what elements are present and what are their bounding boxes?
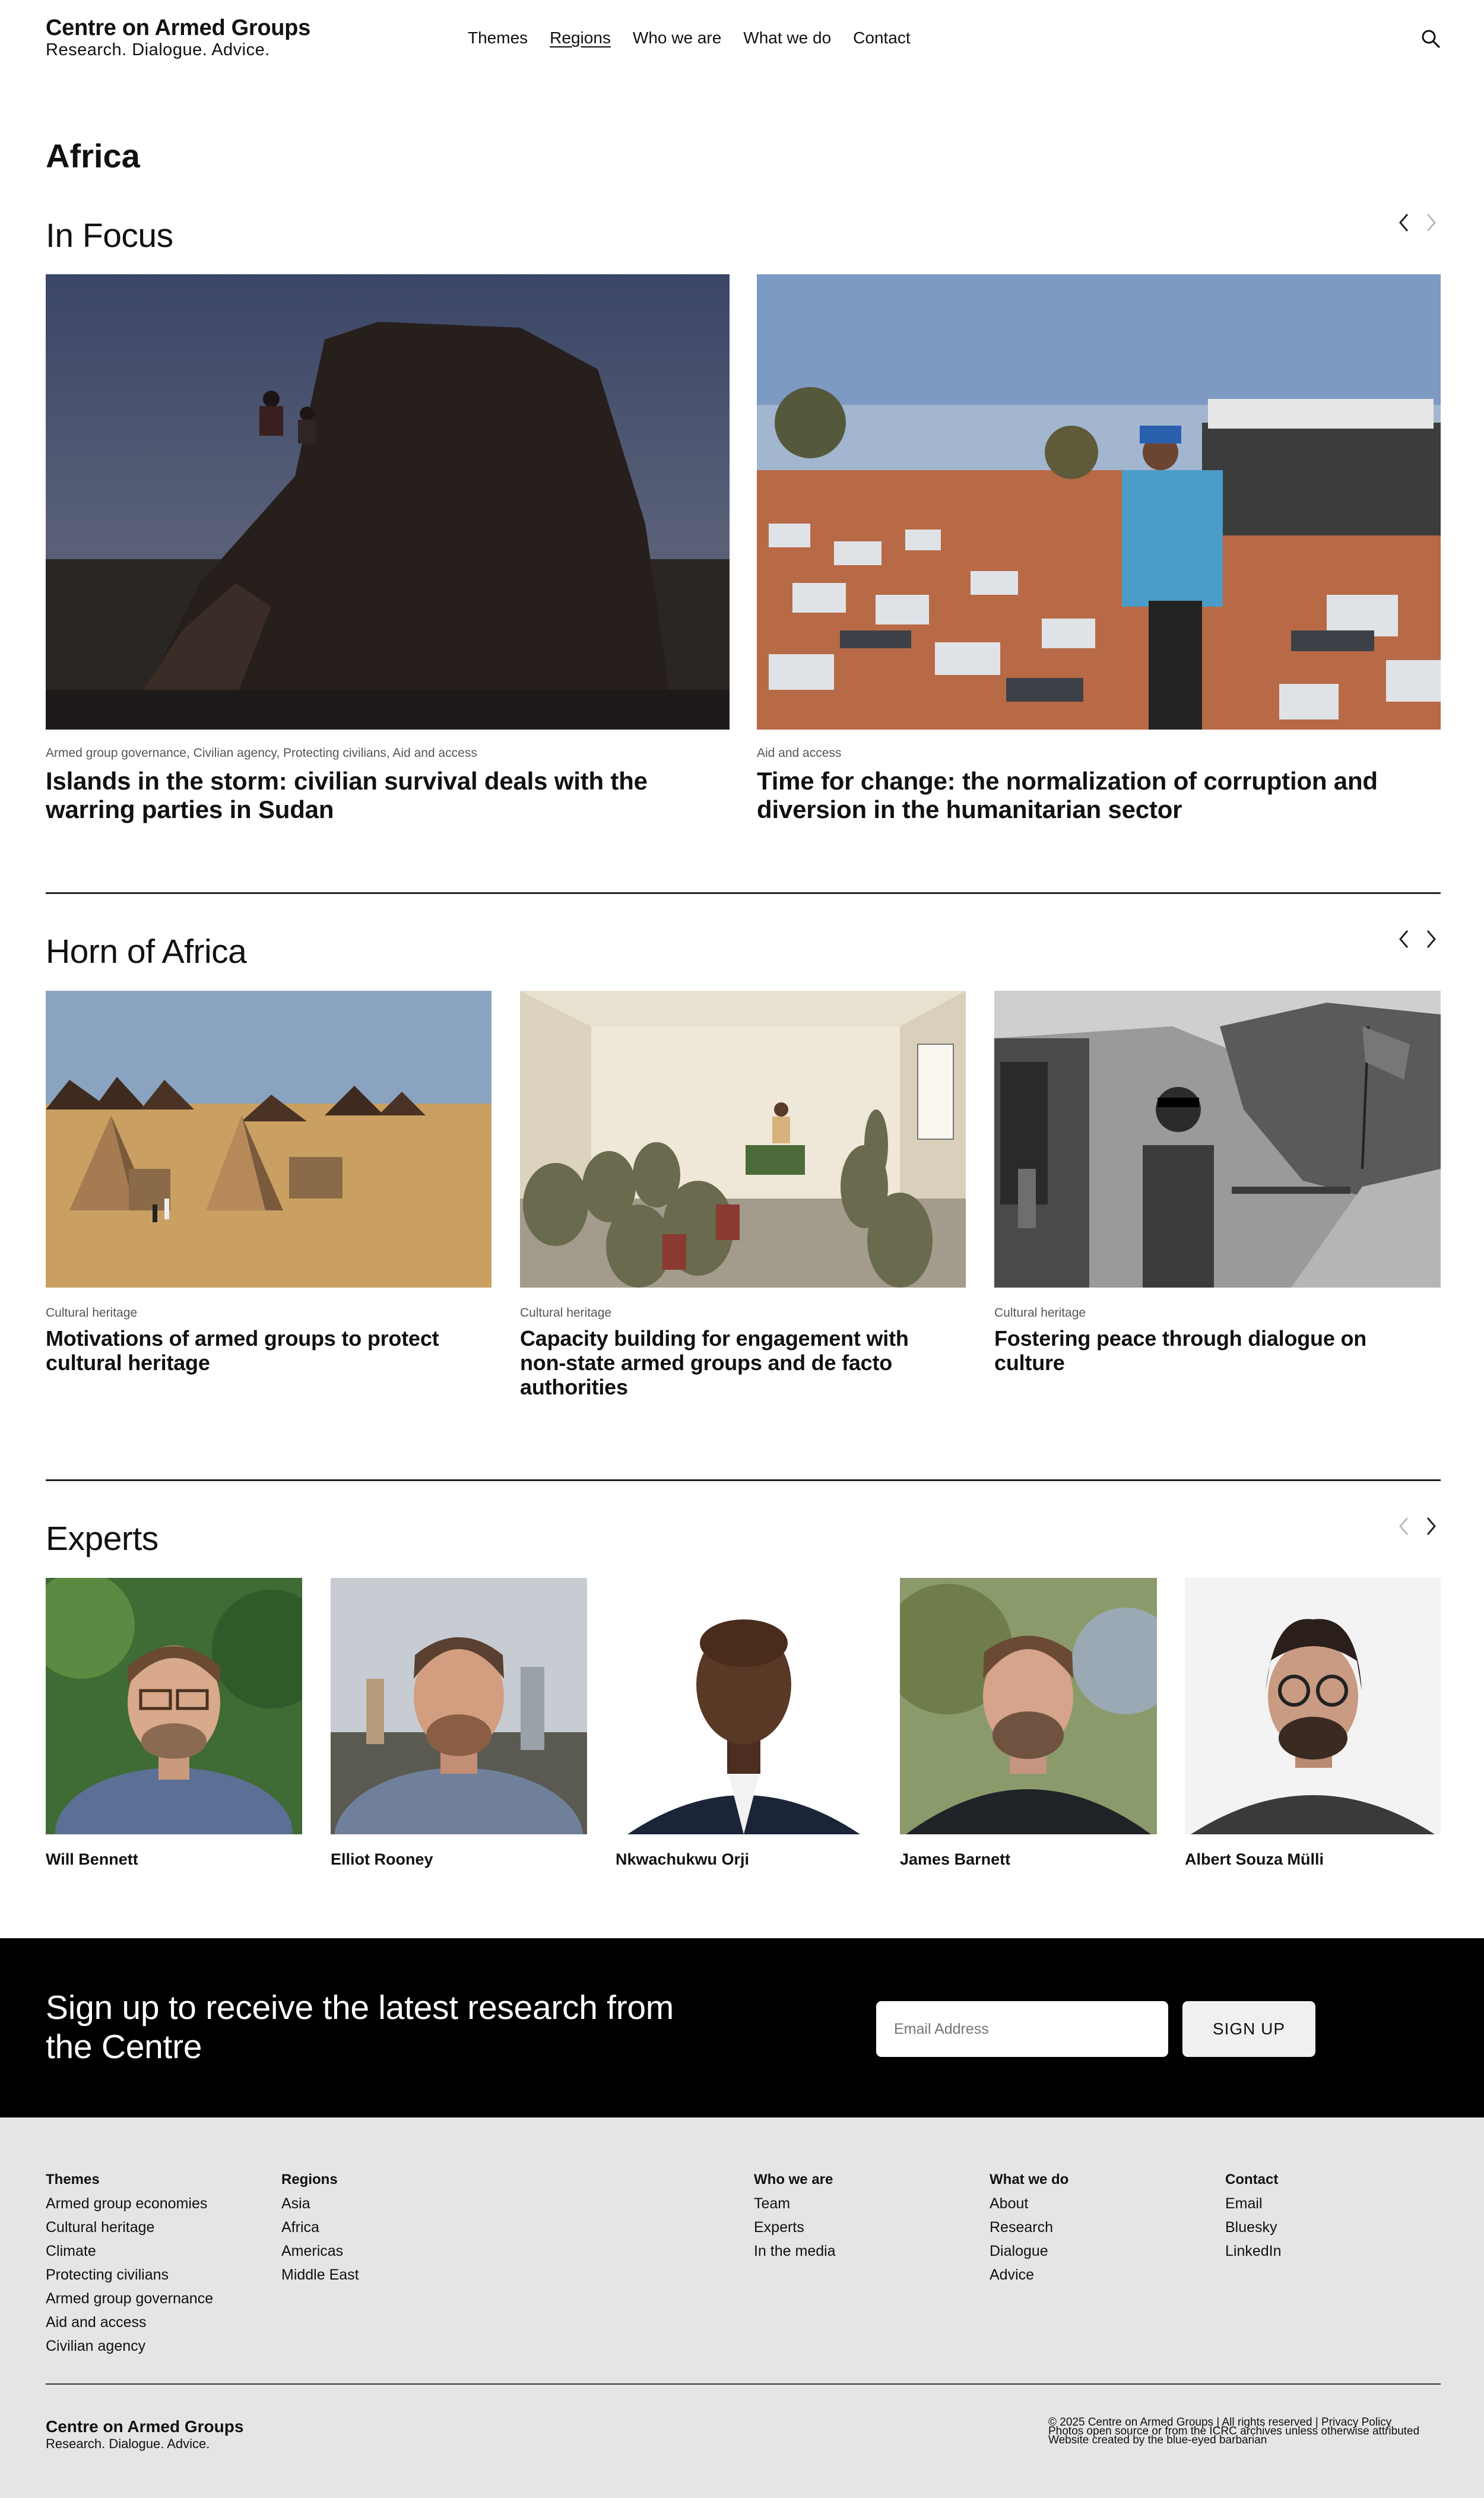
footer-heading: Themes — [46, 2172, 100, 2188]
footer-heading: Regions — [281, 2172, 338, 2188]
footer-column-themes — [46, 2168, 213, 2358]
footer-link[interactable]: Asia — [281, 2195, 310, 2212]
footer-column-what-we-do — [990, 2168, 1068, 2287]
footer-link[interactable]: About — [990, 2195, 1029, 2212]
footer-heading: What we do — [990, 2172, 1069, 2188]
footer-logo[interactable] — [46, 2417, 243, 2452]
experts-carousel-controls — [1394, 1514, 1441, 1538]
expert-photo[interactable] — [46, 1578, 302, 1834]
site-logo[interactable] — [46, 15, 310, 59]
training-session-photo[interactable] — [520, 991, 966, 1288]
footer-brand-tagline: Research. Dialogue. Advice. — [46, 2436, 210, 2451]
nav-themes[interactable]: Themes — [468, 28, 528, 47]
aid-distribution-photo[interactable] — [757, 274, 1441, 730]
newsletter-signup — [0, 1938, 1484, 2117]
section-divider — [46, 1479, 1441, 1481]
expert-name-link[interactable]: Albert Souza Mülli — [1185, 1850, 1324, 1868]
footer-link[interactable]: Americas — [281, 2243, 344, 2259]
sign-up-button[interactable]: SIGN UP — [1182, 2001, 1315, 2057]
nav-regions[interactable]: Regions — [550, 28, 611, 47]
footer-link[interactable]: Advice — [990, 2266, 1035, 2283]
horn-carousel-controls — [1394, 927, 1441, 951]
card-tags: Cultural heritage — [46, 1306, 138, 1320]
sudan-ruins-photo[interactable] — [46, 274, 730, 730]
footer-link[interactable]: Africa — [281, 2219, 319, 2236]
footer-link[interactable]: In the media — [754, 2243, 836, 2259]
chevron-left-icon[interactable] — [1394, 211, 1414, 234]
expert-photo[interactable] — [616, 1578, 872, 1834]
brand-tagline: Research. Dialogue. Advice. — [46, 40, 270, 59]
footer-brand-title: Centre on Armed Groups — [46, 2417, 244, 2436]
footer-link[interactable]: Middle East — [281, 2266, 359, 2283]
chevron-right-icon[interactable] — [1421, 211, 1441, 234]
article-title-link[interactable]: Motivations of armed groups to protect cultural heritage — [46, 1326, 439, 1375]
footer-link[interactable]: Armed group governance — [46, 2290, 214, 2307]
search-icon[interactable] — [1420, 28, 1441, 49]
site-header — [0, 0, 1484, 77]
brand-title: Centre on Armed Groups — [46, 15, 310, 40]
nav-contact[interactable]: Contact — [853, 28, 911, 47]
expert-photo[interactable] — [331, 1578, 587, 1834]
site-credit-text: Website created by the blue-eyed barbarian — [1048, 2434, 1267, 2446]
signup-heading: Sign up to receive the latest research from the Centre — [46, 1989, 674, 2066]
in-focus-carousel-controls — [1394, 211, 1441, 234]
card-tags: Cultural heritage — [520, 1306, 612, 1320]
pyramids-photo[interactable] — [46, 991, 492, 1288]
footer-link[interactable]: Email — [1225, 2195, 1263, 2212]
email-field[interactable] — [876, 2001, 1168, 2057]
footer-link[interactable]: Team — [754, 2195, 791, 2212]
article-title-link[interactable]: Capacity building for engagement with non-state armed groups and de facto authorities — [520, 1326, 909, 1399]
chevron-right-icon[interactable] — [1421, 1514, 1441, 1538]
footer-link[interactable]: LinkedIn — [1225, 2243, 1282, 2259]
experts-heading: Experts — [46, 1520, 158, 1558]
footer-link[interactable]: Aid and access — [46, 2314, 147, 2331]
photo-credit-text: Photos open source or from the ICRC archives unless otherwise attributed — [1048, 2425, 1420, 2437]
footer-link[interactable]: Civilian agency — [46, 2338, 146, 2354]
page-title: Africa — [46, 137, 140, 175]
article-title-link[interactable]: Time for change: the normalization of corruption and diversion in the humanitarian sector — [757, 767, 1378, 823]
footer-link[interactable]: Climate — [46, 2243, 96, 2259]
in-focus-heading: In Focus — [46, 217, 173, 255]
legal-notice — [1048, 2418, 1419, 2445]
footer-link[interactable]: Cultural heritage — [46, 2219, 155, 2236]
footer-heading: Contact — [1225, 2172, 1279, 2188]
expert-name-link[interactable]: Will Bennett — [46, 1850, 138, 1868]
chevron-left-icon[interactable] — [1394, 927, 1414, 951]
footer-link[interactable]: Protecting civilians — [46, 2266, 169, 2283]
expert-name-link[interactable]: James Barnett — [900, 1850, 1011, 1868]
expert-photo[interactable] — [1185, 1578, 1441, 1834]
footer-link[interactable]: Armed group economies — [46, 2195, 208, 2212]
card-tags: Armed group governance, Civilian agency, Protecting civilians, Aid and access — [46, 746, 477, 760]
expert-name-link[interactable]: Elliot Rooney — [331, 1850, 433, 1868]
soldier-checkpoint-photo[interactable] — [994, 991, 1441, 1288]
section-divider — [46, 892, 1441, 894]
footer-link[interactable]: Bluesky — [1225, 2219, 1277, 2236]
footer-link[interactable]: Experts — [754, 2219, 804, 2236]
site-footer — [0, 2117, 1484, 2498]
card-tags: Cultural heritage — [994, 1306, 1086, 1320]
footer-column-regions — [281, 2168, 359, 2287]
chevron-left-icon[interactable] — [1394, 1514, 1414, 1538]
footer-link[interactable]: Research — [990, 2219, 1053, 2236]
expert-photo[interactable] — [900, 1578, 1157, 1834]
copyright-text: © 2025 Centre on Armed Groups | All rights reserved | Privacy Policy — [1048, 2416, 1392, 2429]
nav-who-we-are[interactable]: Who we are — [632, 28, 722, 47]
nav-what-we-do[interactable]: What we do — [743, 28, 832, 47]
main-nav — [468, 28, 911, 47]
footer-divider — [46, 2383, 1441, 2385]
chevron-right-icon[interactable] — [1421, 927, 1441, 951]
footer-heading: Who we are — [754, 2172, 833, 2188]
footer-link[interactable]: Dialogue — [990, 2243, 1048, 2259]
expert-name-link[interactable]: Nkwachukwu Orji — [616, 1850, 750, 1868]
horn-of-africa-heading: Horn of Africa — [46, 933, 247, 971]
article-title-link[interactable]: Islands in the storm: civilian survival deals with the warring parties in Sudan — [46, 767, 648, 823]
card-tags: Aid and access — [757, 746, 842, 760]
footer-column-contact — [1225, 2168, 1282, 2263]
footer-column-who-we-are — [754, 2168, 836, 2263]
article-title-link[interactable]: Fostering peace through dialogue on culture — [994, 1326, 1367, 1375]
